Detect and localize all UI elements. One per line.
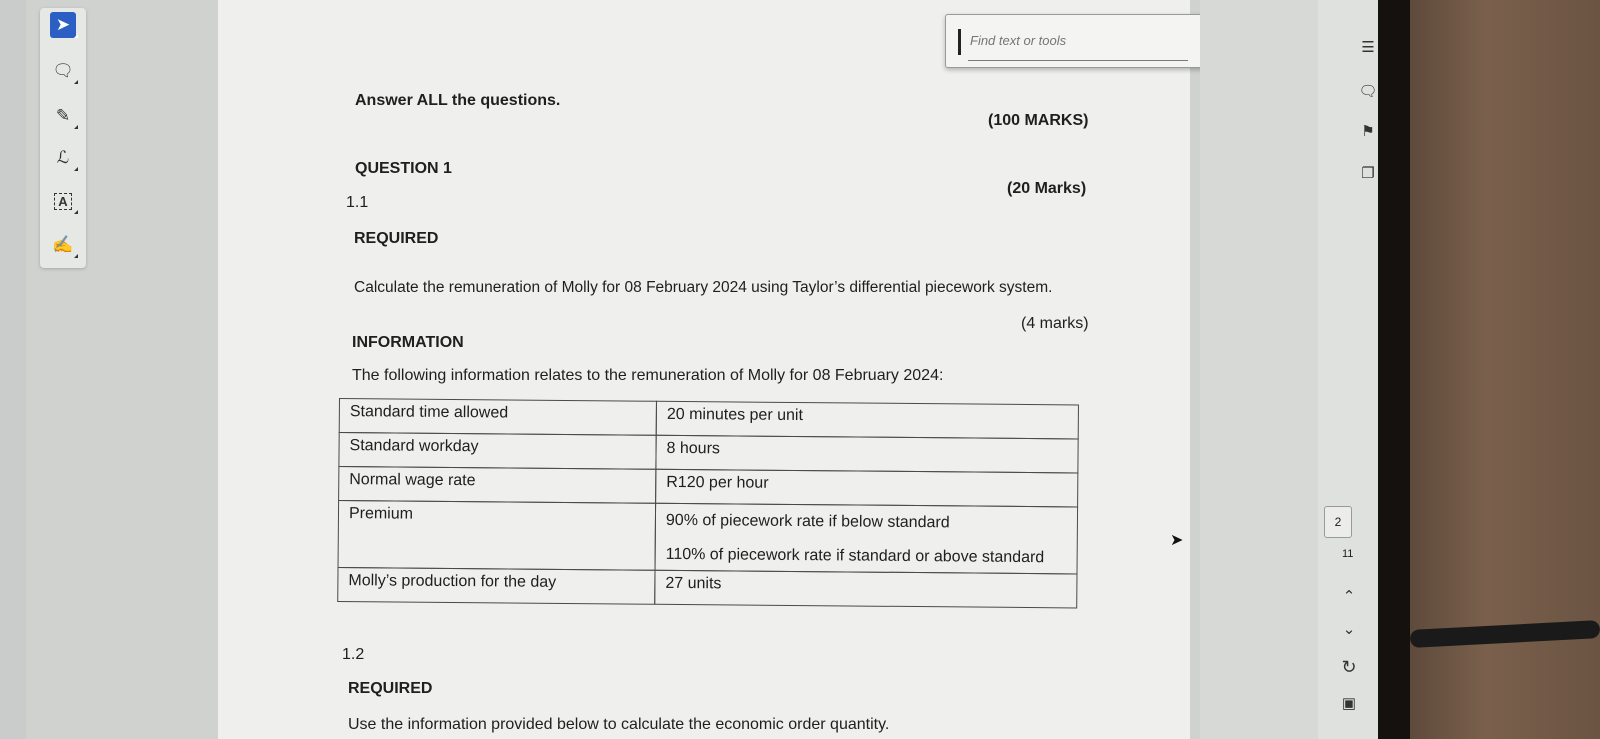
table-cell-value: 8 hours: [655, 435, 1078, 474]
instruction-text: Answer ALL the questions.: [355, 92, 561, 109]
find-input-underline: [968, 60, 1188, 61]
draw-freehand-icon[interactable]: ℒ: [50, 145, 76, 171]
select-tool-icon[interactable]: ➤: [50, 12, 76, 38]
table-cell-value: 20 minutes per unit: [656, 401, 1079, 440]
premium-below-standard: 90% of piecework rate if below standard: [665, 511, 950, 532]
question-marks: (20 Marks): [1007, 180, 1087, 197]
total-pages: 11: [1342, 548, 1354, 560]
chevron-up-icon[interactable]: ⌃: [1342, 588, 1356, 605]
information-table: [337, 398, 1079, 614]
table-cell-label: Molly’s production for the day: [337, 567, 655, 605]
question-heading: QUESTION 1: [355, 160, 452, 177]
annotation-toolbar: [40, 8, 86, 268]
required-heading: REQUIRED: [354, 230, 439, 247]
page-fit-icon[interactable]: ▣: [1341, 695, 1357, 712]
subquestion-number: 1.1: [346, 194, 369, 211]
required-heading: REQUIRED: [348, 680, 433, 697]
table-cell-label: Premium: [338, 500, 657, 571]
text-box-icon[interactable]: A: [50, 188, 76, 214]
copy-pages-icon[interactable]: ❐: [1361, 165, 1375, 182]
information-text: The following information relates to the remuneration of Molly for 08 February 2024:: [352, 367, 944, 384]
find-input[interactable]: [968, 27, 1187, 53]
chevron-down-icon[interactable]: ⌄: [1342, 621, 1356, 638]
subquestion-marks: (4 marks): [1021, 315, 1089, 332]
ai-assistant-icon[interactable]: ☰: [1361, 39, 1375, 56]
subquestion-number: 1.2: [342, 646, 365, 663]
left-margin: [0, 0, 26, 739]
table-cell-value: R120 per hour: [655, 469, 1078, 508]
highlight-pen-icon[interactable]: ✎: [50, 103, 76, 129]
table-cell-value: 27 units: [654, 570, 1077, 609]
current-page-box[interactable]: 2: [1324, 506, 1352, 538]
refresh-icon[interactable]: ↻: [1341, 656, 1357, 677]
required-text: Use the information provided below to calculate the economic order quantity.: [348, 716, 890, 733]
table-cell-label: Standard workday: [338, 432, 656, 470]
table-cell-label: Normal wage rate: [338, 466, 656, 504]
text-caret: [958, 29, 961, 55]
premium-above-standard: 110% of piecework rate if standard or above standard: [665, 545, 1045, 567]
required-text: Calculate the remuneration of Molly for 08 February 2024 using Taylor’s differential piecework system.: [354, 279, 1053, 296]
table-cell-label: Standard time allowed: [339, 398, 657, 436]
information-heading: INFORMATION: [352, 334, 464, 351]
comment-panel-icon[interactable]: 🗨: [1358, 83, 1378, 100]
bookmark-list-icon[interactable]: ⚑: [1361, 123, 1375, 140]
add-comment-icon[interactable]: 🗨: [50, 58, 76, 84]
table-cell-value: [655, 503, 1079, 575]
mouse-cursor-icon: ➤: [1170, 532, 1184, 549]
fill-sign-icon[interactable]: ✍: [50, 232, 76, 258]
total-marks: (100 MARKS): [988, 112, 1089, 129]
